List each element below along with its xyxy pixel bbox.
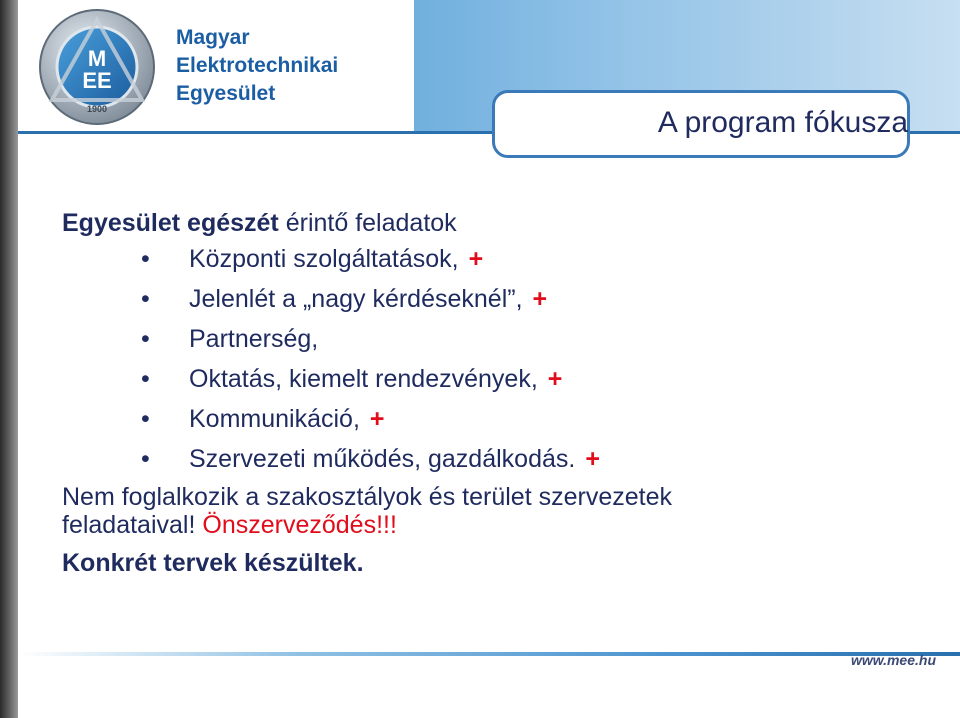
org-name-line-2: Elektrotechnikai (176, 54, 339, 77)
bullet-icon: • (141, 365, 150, 393)
list-item (62, 279, 942, 319)
list-item (62, 359, 942, 399)
paragraph-line-1: Nem foglalkozik a szakosztályok és terület szervezetek (62, 483, 672, 511)
bullet-icon: • (141, 445, 150, 473)
logo-letters-bottom: EE (82, 68, 112, 93)
scope-paragraph (62, 483, 942, 539)
plus-mark: + (585, 445, 600, 473)
bullet-text: Szervezeti működés, gazdálkodás. (189, 445, 576, 473)
bullet-text: Kommunikáció, (189, 405, 360, 433)
plus-mark: + (468, 245, 484, 273)
bullet-text: Központi szolgáltatások, (189, 245, 459, 273)
footer-divider (18, 652, 960, 656)
bullet-icon: • (141, 245, 150, 273)
mee-logo-icon (38, 8, 156, 126)
logo-letter-top: M (87, 46, 107, 71)
plus-mark: + (369, 405, 385, 433)
self-organization-highlight: Önszerveződés!!! (202, 511, 397, 539)
org-name-line-3: Egyesület (176, 82, 276, 105)
list-item (62, 239, 942, 279)
final-statement: Konkrét tervek készültek. (62, 549, 364, 577)
organization-name (176, 24, 338, 108)
bullet-list (62, 239, 942, 479)
bullet-text: Jelenlét a „nagy kérdéseknél”, (189, 285, 523, 313)
heading-bold: Egyesület egészét (62, 209, 279, 237)
heading-rest: érintő feladatok (285, 209, 457, 237)
section-heading (62, 207, 942, 239)
list-item (62, 319, 942, 359)
paragraph-line-2-prefix: feladataival! (62, 511, 203, 539)
left-decor-bar (0, 0, 18, 718)
plus-mark: + (532, 285, 548, 313)
plus-mark: + (547, 365, 563, 393)
bullet-icon: • (141, 325, 150, 353)
bullet-text: Partnerség, (189, 325, 319, 353)
slide-content (62, 207, 942, 581)
slide-title: A program fókusza (657, 106, 908, 139)
org-name-line-1: Magyar (176, 26, 250, 49)
bullet-icon: • (141, 405, 150, 433)
logo-year: 1900 (86, 104, 108, 114)
bullet-text: Oktatás, kiemelt rendezvények, (189, 365, 538, 393)
footer-url: www.mee.hu (850, 652, 936, 668)
paragraph-line-2 (62, 511, 942, 539)
list-item (62, 439, 942, 479)
bullet-icon: • (141, 285, 150, 313)
list-item (62, 399, 942, 439)
